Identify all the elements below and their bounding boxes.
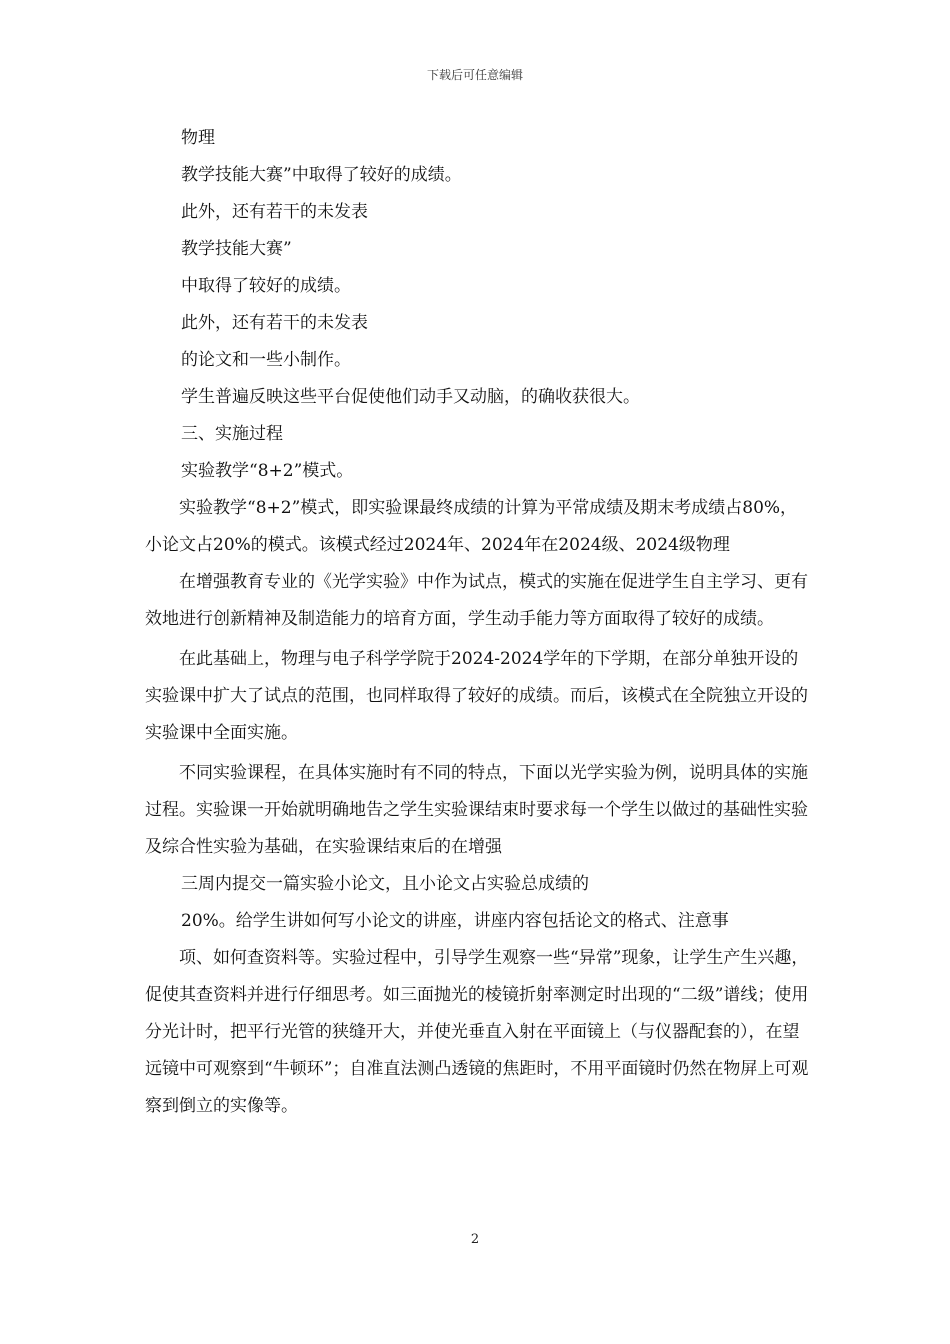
text-line: 实验教学“8+2”模式。 <box>181 461 354 481</box>
text-line: 此外，还有若干的未发表 <box>181 313 368 333</box>
paragraph: 在此基础上，物理与电子科学学院于2024-2024学年的下学期，在部分单独开设的实验课中扩大了试点的范围，也同样取得了较好的成绩。而后，该模式在全院独立开设的实验课中全面实施。 <box>145 649 808 743</box>
paragraph: 项、如何查资料等。实验过程中，引导学生观察一些“异常”现象，让学生产生兴趣，促使其查资料并进行仔细思考。如三面抛光的棱镜折射率测定时出现的“二级”谱线；使用分光计时，把平行光管的狭缝开大，并使光垂直入射在平面镜上（与仪器配套的），在望远镜中可观察到“牛顿环”；自准直法测凸透镜的焦距时，不用平面镜时仍然在物屏上可观察到倒立的实像等。 <box>145 948 809 1116</box>
page-header: 下载后可任意编辑 <box>426 68 523 82</box>
text-line: 教学技能大赛” <box>181 239 292 259</box>
text-line: 中取得了较好的成绩。 <box>181 276 351 296</box>
page-number: 2 <box>470 1232 480 1247</box>
text-line: 学生普遍反映这些平台促使他们动手又动脑，的确收获很大。 <box>181 387 640 407</box>
text-line: 物理 <box>181 128 215 148</box>
paragraph: 实验教学“8+2”模式，即实验课最终成绩的计算为平常成绩及期末考成绩占80%，小论文占20%的模式。该模式经过2024年、2024年在2024级、2024级物理 <box>145 498 798 555</box>
paragraph: 20%。给学生讲如何写小论文的讲座，讲座内容包括论文的格式、注意事 <box>181 911 729 931</box>
text-line: 教学技能大赛”中取得了较好的成绩。 <box>181 165 462 185</box>
paragraph: 在增强教育专业的《光学实验》中作为试点，模式的实施在促进学生自主学习、更有效地进行创新精神及制造能力的培育方面，学生动手能力等方面取得了较好的成绩。 <box>145 572 808 629</box>
paragraph: 不同实验课程，在具体实施时有不同的特点，下面以光学实验为例，说明具体的实施过程。实验课一开始就明确地告之学生实验课结束时要求每一个学生以做过的基础性实验及综合性实验为基础，在实验课结束后的在增强 <box>145 763 808 857</box>
section-heading: 三、实施过程 <box>181 424 283 444</box>
text-line: 的论文和一些小制作。 <box>181 350 351 370</box>
paragraph: 三周内提交一篇实验小论文，且小论文占实验总成绩的 <box>181 874 589 894</box>
text-line: 此外，还有若干的未发表 <box>181 202 368 222</box>
document-body <box>145 120 810 1125</box>
